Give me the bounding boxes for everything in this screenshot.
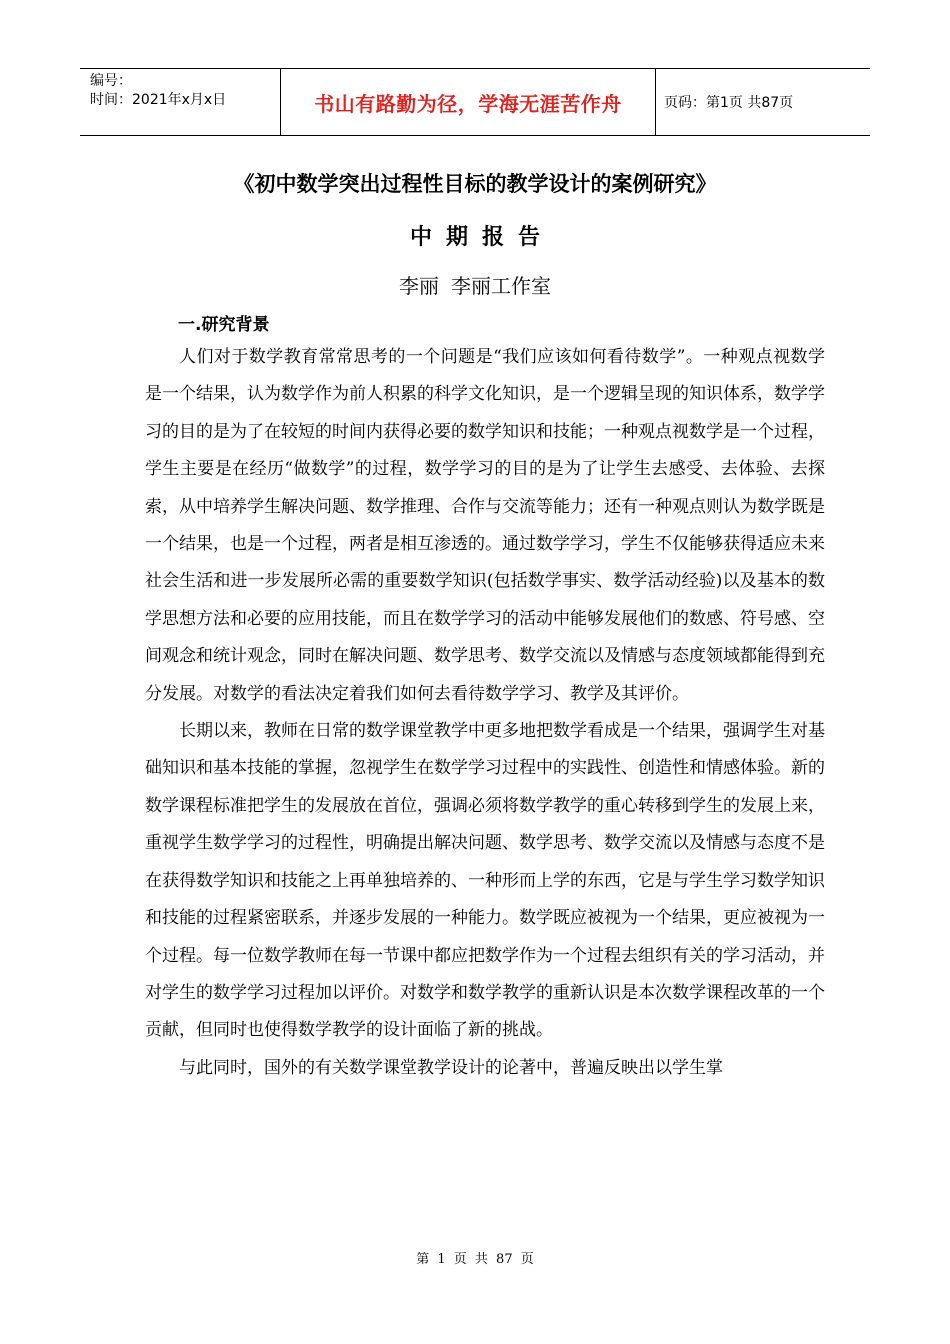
header-motto: 书山有路勤为径，学海无涯苦作舟 [281,69,656,135]
document-subtitle: 中期报告 [409,225,554,250]
header-meta-cell [80,69,281,135]
header-table [80,68,870,136]
body-paragraph: 人们对于数学教育常常思考的一个问题是“我们应该如何看待数学”。一种观点视数学是一个结果，认为数学作为前人积累的科学文化知识，是一个逻辑呈现的知识体系，数学学习的目的是为了在较短的时间内获得必要的数学知识和技能；一种观点视数学是一个过程，学生主要是在经历“做数学”的过程，数学学习的目的是为了让学生去感受、去体验、去探索，从中培养学生解决问题、数学推理、合作与交流等能力；还有一种观点则认为数学既是一个结果，也是一个过程，两者是相互渗透的。通过数学学习，学生不仅能够获得适应未来社会生活和进一步发展所必需的重要数学知识(包括数学事实、数学活动经验)以及基本的数学思想方法和必要的应用技能，而且在数学学习的活动中能够发展他们的数感、符号感、空间观念和统计观念，同时在解决问题、数学思考、数学交流以及情感与态度领域都能得到充分发展。对数学的看法决定着我们如何去看待数学学习、教学及其评价。 [145,347,825,704]
section-heading: 一.研究背景 [178,315,270,335]
body-paragraph: 长期以来，教师在日常的数学课堂教学中更多地把数学看成是一个结果，强调学生对基础知识和基本技能的掌握，忽视学生在数学学习过程中的实践性、创造性和情感体验。新的数学课程标准把学生的发展放在首位，强调必须将数学教学的重心转移到学生的发展上来，重视学生数学学习的过程性，明确提出解决问题、数学思考、数学交流以及情感与态度不是在获得数学知识和技能之上再单独培养的、一种形而上学的东西，它是与学生学习数学知识和技能的过程紧密联系，并逐步发展的一种能力。数学既应被视为一个结果，更应被视为一个过程。每一位数学教师在每一节课中都应把数学作为一个过程去组织有关的学习活动，并对学生的数学学习过程加以评价。对数学和数学教学的重新认识是本次数学课程改革的一个贡献，但同时也使得数学教学的设计面临了新的挑战。 [145,721,825,1041]
page-footer: 第 1 页 共 87 页 [416,1252,534,1267]
document-number-label: 编号： [90,73,132,89]
document-title: 《初中数学突出过程性目标的教学设计的案例研究》 [233,172,717,196]
document-author: 李丽 李丽工作室 [398,274,552,298]
document-body [145,339,825,1087]
header-page-info: 页码：第1页 共87页 [664,95,794,111]
document-date-label: 时间：2021年x月x日 [90,92,227,108]
body-paragraph: 与此同时，国外的有关数学课堂教学设计的论著中，普遍反映出以学生掌 [179,1057,723,1078]
